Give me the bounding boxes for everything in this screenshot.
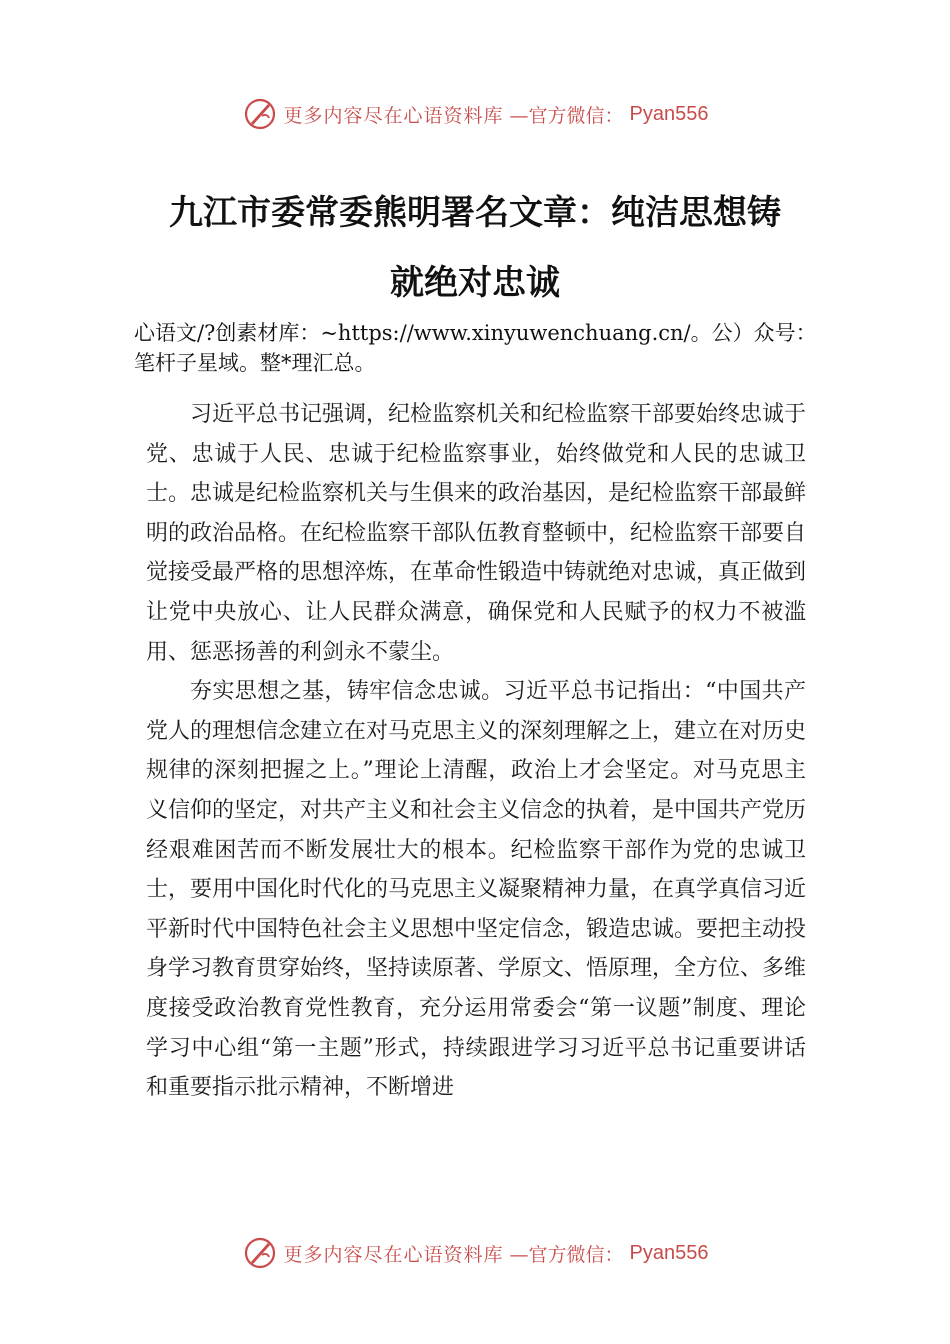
banner-separator: —官方微信： (509, 104, 624, 127)
banner-wechat-id: Pyan556 (629, 102, 709, 125)
banner-wechat-id: Pyan556 (629, 1241, 709, 1264)
article-body (146, 395, 806, 1108)
quill-seal-logo-icon (242, 1235, 278, 1271)
paragraph-1: 习近平总书记强调，纪检监察机关和纪检监察干部要始终忠诚于党、忠诚于人民、忠诚于纪检监察事业，始终做党和人民的忠诚卫士。忠诚是纪检监察机关与生俱来的政治基因，是纪检监察干部最鲜明的政治品格。在纪检监察干部队伍教育整顿中，纪检监察干部要自觉接受最严格的思想淬炼，在革命性锻造中铸就绝对忠诚，真正做到让党中央放心、让人民群众满意，确保党和人民赋予的权力不被滥用、惩恶扬善的利剑永不蒙尘。 (146, 402, 807, 665)
banner-text: 更多内容尽在心语资料库 (283, 104, 504, 127)
source-note: 心语文/?创素材库：~https://www.xinyuwenchuang.cn/。公）众号：笔杆子星域。整*理汇总。 (134, 321, 817, 375)
footer-watermark-banner (0, 1231, 950, 1275)
header-watermark-banner (0, 92, 950, 136)
banner-separator: —官方微信： (509, 1243, 624, 1266)
banner-text: 更多内容尽在心语资料库 (283, 1243, 504, 1266)
document-title-line-1: 九江市委常委熊明署名文章：纯洁思想铸 (169, 193, 781, 233)
paragraph-2: 夯实思想之基，铸牢信念忠诚。习近平总书记指出：“中国共产党人的理想信念建立在对马克思主义的深刻理解之上，建立在对历史规律的深刻把握之上。”理论上清醒，政治上才会坚定。对马克思主义信仰的坚定，对共产主义和社会主义信念的执着，是中国共产党历经艰难困苦而不断发展壮大的根本。纪检监察干部作为党的忠诚卫士，要用中国化时代化的马克思主义凝聚精神力量，在真学真信习近平新时代中国特色社会主义思想中坚定信念，锻造忠诚。要把主动投身学习教育贯穿始终，坚持读原著、学原文、悟原理，全方位、多维度接受政治教育党性教育，充分运用常委会“第一议题”制度、理论学习中心组“第一主题”形式，持续跟进学习习近平总书记重要讲话和重要指示批示精神，不断增进 (146, 679, 807, 1101)
quill-seal-logo-icon (242, 96, 278, 132)
document-title-line-2: 就绝对忠诚 (390, 263, 560, 303)
